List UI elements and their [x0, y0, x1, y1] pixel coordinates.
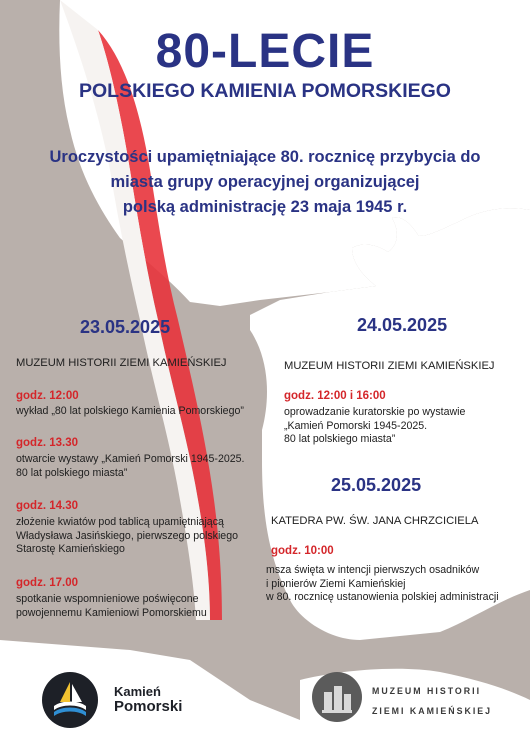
event-description-line: „Kamień Pomorski 1945-2025. [284, 419, 428, 432]
city-logo [40, 670, 100, 730]
page-subtitle: POLSKIEGO KAMIENIA POMORSKIEGO [79, 80, 451, 102]
museum-logo-name [372, 686, 492, 717]
city-logo-line: Kamień [114, 684, 161, 699]
event-description-line: spotkanie wspomnieniowe poświęcone [16, 593, 199, 605]
day3-date: 25.05.2025 [331, 475, 422, 495]
page-title: 80-LECIE [155, 25, 375, 78]
intro-text [20, 145, 510, 220]
event-description-line: 80 lat polskiego miasta” [16, 466, 128, 479]
event-description-line: oprowadzanie kuratorskie po wystawie [284, 406, 466, 418]
event-description-line: i pionierów Ziemi Kamieńskiej [266, 577, 406, 590]
museum-logo-line: MUZEUM HISTORII [372, 686, 482, 696]
intro-line: polską administrację 23 maja 1945 r. [122, 198, 408, 216]
intro-line: miasta grupy operacyjnej organizującej [110, 173, 420, 191]
event-description: wykład „80 lat polskiego Kamienia Pomorskiego” [16, 405, 244, 417]
event-description-line: msza święta w intencji pierwszych osadników [266, 564, 480, 576]
museum-logo [310, 670, 364, 724]
event-time: godz. 12:00 [16, 390, 79, 402]
day2-venue: MUZEUM HISTORII ZIEMI KAMIEŃSKIEJ [284, 360, 495, 372]
event-description [284, 406, 465, 447]
day1-date: 23.05.2025 [80, 317, 171, 337]
event-description [266, 564, 499, 605]
event-description-line: otwarcie wystawy „Kamień Pomorski 1945-2025. [16, 453, 245, 465]
event-time: godz. 10:00 [271, 545, 334, 557]
city-logo-emblem-icon [40, 670, 100, 730]
event-description [16, 453, 244, 480]
event-time: godz. 14.30 [16, 500, 78, 512]
day2-date: 24.05.2025 [357, 315, 448, 335]
event-time: godz. 17.00 [16, 577, 78, 589]
event-description [16, 593, 207, 620]
museum-logo-emblem-icon [310, 670, 364, 724]
museum-logo-line: ZIEMI KAMIEŃSKIEJ [372, 706, 493, 716]
intro-line: Uroczystości upamiętniające 80. rocznicę przybycia do [49, 148, 481, 166]
event-description-line: złożenie kwiatów pod tablicą upamiętniającą [16, 516, 224, 528]
event-description [16, 516, 238, 557]
event-description-line: Władysława Jasińskiego, pierwszego polskiego [16, 529, 238, 542]
event-description-line: w 80. rocznicę ustanowienia polskiej administracji [266, 591, 499, 603]
event-time: godz. 12:00 i 16:00 [284, 390, 386, 402]
day3-venue: KATEDRA PW. ŚW. JANA CHRZCICIELA [271, 515, 479, 527]
event-description-line: powojennemu Kamieniowi Pomorskiemu [16, 606, 207, 619]
city-logo-name [114, 685, 182, 715]
city-logo-line: Pomorski [114, 698, 183, 715]
event-time: godz. 13.30 [16, 437, 78, 449]
day1-venue: MUZEUM HISTORII ZIEMI KAMIEŃSKIEJ [16, 357, 227, 369]
event-description-line: Starostę Kamieńskiego [16, 543, 125, 555]
event-description-line: 80 lat polskiego miasta” [284, 433, 396, 445]
